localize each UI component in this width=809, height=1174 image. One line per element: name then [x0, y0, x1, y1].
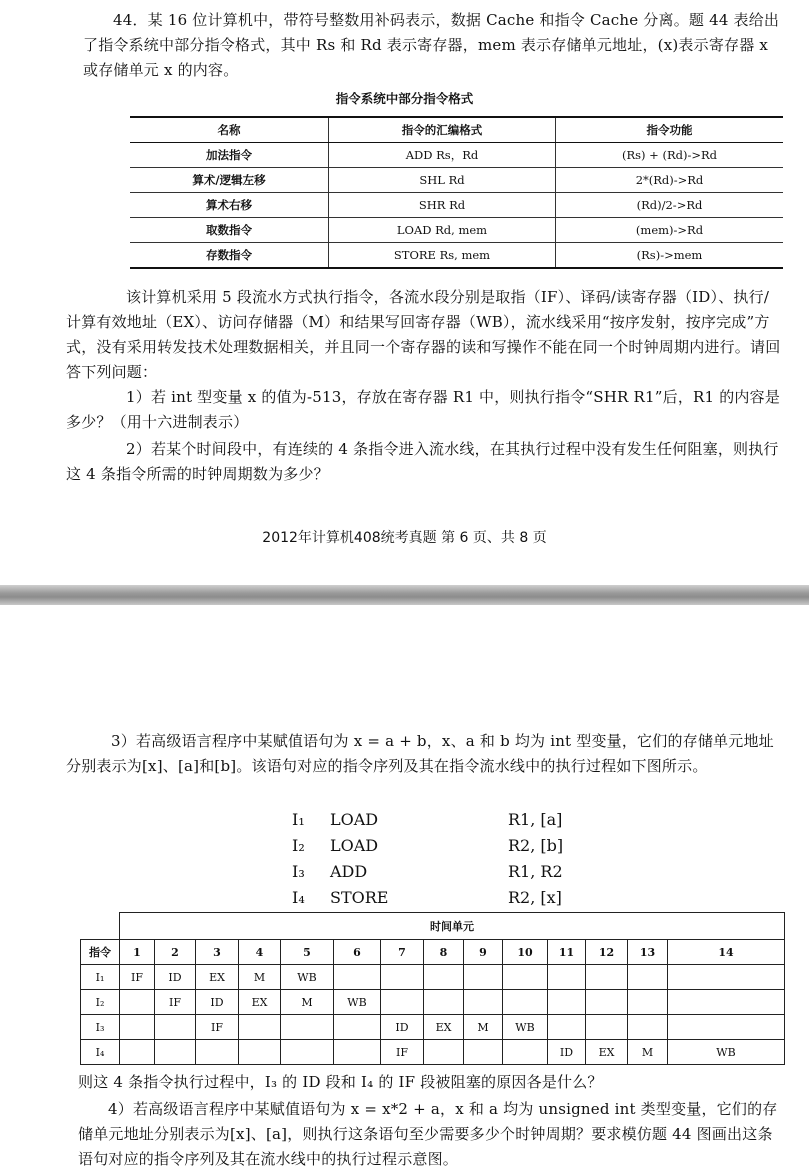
column-header: 11 — [548, 940, 586, 965]
instruction-op: STORE — [330, 888, 389, 907]
page-footer: 2012年计算机408统考真题 第 6 页、共 8 页 — [262, 530, 547, 546]
column-header: 12 — [586, 940, 628, 965]
table-row — [130, 143, 783, 168]
table-cell: SHL Rd — [329, 168, 556, 193]
column-header: 2 — [155, 940, 196, 965]
stage-cell — [120, 1015, 155, 1040]
stage-cell: IF — [381, 1040, 424, 1065]
table-cell: (Rd)/2->Rd — [556, 193, 784, 218]
instruction-id: I₁ — [292, 810, 305, 829]
instruction-sequence — [292, 810, 592, 910]
stage-cell — [239, 1040, 281, 1065]
page-separator — [0, 585, 809, 605]
table-cell: 算术/逻辑左移 — [130, 168, 329, 193]
q44-intro: 44．某 16 位计算机中，带符号整数用补码表示，数据 Cache 和指令 Cache 分离。题 44 表给出了指令系统中部分指令格式，其中 Rs 和 Rd 表示寄存器，mem 表示存储单元地址，(x)表示寄存器 x 或存储单元 x 的内容。 — [83, 11, 780, 79]
stage-cell — [628, 965, 668, 990]
stage-cell — [548, 965, 586, 990]
stage-cell: ID — [381, 1015, 424, 1040]
table-cell: (mem)->Rd — [556, 218, 784, 243]
stage-cell — [424, 990, 464, 1015]
stage-cell — [424, 965, 464, 990]
blank-corner — [81, 913, 120, 940]
instruction-op: ADD — [330, 862, 368, 881]
table-cell: 2*(Rd)->Rd — [556, 168, 784, 193]
column-header: 1 — [120, 940, 155, 965]
stage-cell — [334, 965, 381, 990]
column-header: 10 — [503, 940, 548, 965]
question-3-followup: 则这 4 条指令执行过程中，I₃ 的 ID 段和 I₄ 的 IF 段被阻塞的原因各是什么？ — [78, 1073, 603, 1091]
stage-cell: M — [628, 1040, 668, 1065]
stage-cell — [334, 1040, 381, 1065]
pipeline-row — [81, 1015, 785, 1040]
stage-cell — [120, 990, 155, 1015]
stage-cell — [281, 1040, 334, 1065]
exam-page-7 — [0, 605, 809, 1174]
stage-cell — [464, 1040, 503, 1065]
instruction-id: I₂ — [292, 836, 305, 855]
table-cell: 算术右移 — [130, 193, 329, 218]
question-1: 1）若 int 型变量 x 的值为-513，存放在寄存器 R1 中，则执行指令“SHR R1”后，R1 的内容是多少？（用十六进制表示） — [66, 388, 781, 431]
row-label-header: 指令 — [81, 940, 120, 965]
pipeline-description: 该计算机采用 5 段流水方式执行指令，各流水段分别是取指（IF）、译码/读寄存器（ID）、执行/计算有效地址（EX）、访问存储器（M）和结果写回寄存器（WB），流水线采用“按序发射，按序完成”方式，没有采用转发技术处理数据相关，并且同一个寄存器的读和写操作不能在同一个时钟周期内进行。请回答下列问题： — [66, 288, 781, 381]
stage-cell: EX — [586, 1040, 628, 1065]
stage-cell — [155, 1015, 196, 1040]
table-row — [130, 218, 783, 243]
stage-cell: EX — [196, 965, 239, 990]
stage-cell: ID — [155, 965, 196, 990]
table-cell: STORE Rs, mem — [329, 243, 556, 269]
column-header: 4 — [239, 940, 281, 965]
pipeline-row — [81, 1040, 785, 1065]
stage-cell — [503, 990, 548, 1015]
stage-cell — [668, 1015, 785, 1040]
question-3: 3）若高级语言程序中某赋值语句为 x = a + b，x、a 和 b 均为 int 型变量，它们的存储单元地址分别表示为[x]、[a]和[b]。该语句对应的指令序列及其在指令流水线中的执行过程如下图所示。 — [66, 732, 774, 775]
instruction-args: R2, [x] — [508, 888, 562, 907]
row-label: I₂ — [81, 990, 120, 1015]
stage-cell — [586, 965, 628, 990]
table-cell: (Rs)->mem — [556, 243, 784, 269]
table-cell: 存数指令 — [130, 243, 329, 269]
stage-cell — [155, 1040, 196, 1065]
stage-cell — [628, 990, 668, 1015]
column-header: 5 — [281, 940, 334, 965]
stage-cell: ID — [548, 1040, 586, 1065]
row-label: I₁ — [81, 965, 120, 990]
instruction-op: LOAD — [330, 836, 379, 855]
stage-cell — [668, 990, 785, 1015]
stage-cell: EX — [239, 990, 281, 1015]
question-4: 4）若高级语言程序中某赋值语句为 x = x*2 + a，x 和 a 均为 unsigned int 类型变量，它们的存储单元地址分别表示为[x]、[a]，则执行这条语句至少需要多少个时钟周期？要求模仿题 44 图画出这条语句对应的指令序列及其在流水线中的执行过程示意图。 — [78, 1100, 778, 1168]
stage-cell — [668, 965, 785, 990]
stage-cell: EX — [424, 1015, 464, 1040]
column-header: 13 — [628, 940, 668, 965]
table-header: 名称 — [130, 117, 329, 143]
instruction-line — [292, 862, 592, 882]
stage-cell — [381, 965, 424, 990]
table-cell: 加法指令 — [130, 143, 329, 168]
stage-cell — [334, 1015, 381, 1040]
column-header: 14 — [668, 940, 785, 965]
stage-cell — [628, 1015, 668, 1040]
stage-cell — [239, 1015, 281, 1040]
stage-cell: WB — [334, 990, 381, 1015]
row-label: I₄ — [81, 1040, 120, 1065]
instruction-id: I₄ — [292, 888, 305, 907]
stage-cell — [120, 1040, 155, 1065]
stage-cell: M — [239, 965, 281, 990]
stage-cell — [586, 990, 628, 1015]
stage-cell — [196, 1040, 239, 1065]
table-cell: SHR Rd — [329, 193, 556, 218]
column-header-row — [81, 940, 785, 965]
instruction-line — [292, 888, 592, 908]
instruction-args: R1, [a] — [508, 810, 563, 829]
question-2: 2）若某个时间段中，有连续的 4 条指令进入流水线，在其执行过程中没有发生任何阻塞，则执行这 4 条指令所需的时钟周期数为多少？ — [66, 440, 779, 483]
column-header: 9 — [464, 940, 503, 965]
stage-cell: IF — [196, 1015, 239, 1040]
stage-cell — [281, 1015, 334, 1040]
table-row — [130, 193, 783, 218]
stage-cell — [424, 1040, 464, 1065]
table-cell: ADD Rs，Rd — [329, 143, 556, 168]
instruction-format-table — [130, 116, 783, 269]
table-row — [130, 168, 783, 193]
stage-cell — [548, 990, 586, 1015]
pipeline-row — [81, 990, 785, 1015]
exam-page-6 — [0, 0, 809, 585]
table-header: 指令功能 — [556, 117, 784, 143]
instruction-line — [292, 836, 592, 856]
column-header: 6 — [334, 940, 381, 965]
stage-cell: WB — [281, 965, 334, 990]
pipeline-timing-table — [80, 912, 785, 1065]
column-header: 8 — [424, 940, 464, 965]
stage-cell: WB — [668, 1040, 785, 1065]
table-title: 指令系统中部分指令格式 — [335, 91, 474, 106]
instruction-args: R1, R2 — [508, 862, 563, 881]
stage-cell — [503, 1040, 548, 1065]
instruction-op: LOAD — [330, 810, 379, 829]
table-cell: 取数指令 — [130, 218, 329, 243]
stage-cell — [586, 1015, 628, 1040]
instruction-line — [292, 810, 592, 830]
stage-cell: M — [464, 1015, 503, 1040]
stage-cell — [381, 990, 424, 1015]
row-label: I₃ — [81, 1015, 120, 1040]
stage-cell: IF — [120, 965, 155, 990]
stage-cell: M — [281, 990, 334, 1015]
stage-cell: IF — [155, 990, 196, 1015]
column-header: 7 — [381, 940, 424, 965]
table-cell: LOAD Rd, mem — [329, 218, 556, 243]
stage-cell: ID — [196, 990, 239, 1015]
instruction-args: R2, [b] — [508, 836, 564, 855]
time-unit-header: 时间单元 — [120, 913, 785, 940]
instruction-id: I₃ — [292, 862, 305, 881]
stage-cell — [503, 965, 548, 990]
column-header: 3 — [196, 940, 239, 965]
pipeline-row — [81, 965, 785, 990]
stage-cell — [548, 1015, 586, 1040]
stage-cell — [464, 990, 503, 1015]
stage-cell: WB — [503, 1015, 548, 1040]
table-row — [130, 243, 783, 269]
stage-cell — [464, 965, 503, 990]
time-header-row — [81, 913, 785, 940]
table-header: 指令的汇编格式 — [329, 117, 556, 143]
table-cell: (Rs) + (Rd)->Rd — [556, 143, 784, 168]
